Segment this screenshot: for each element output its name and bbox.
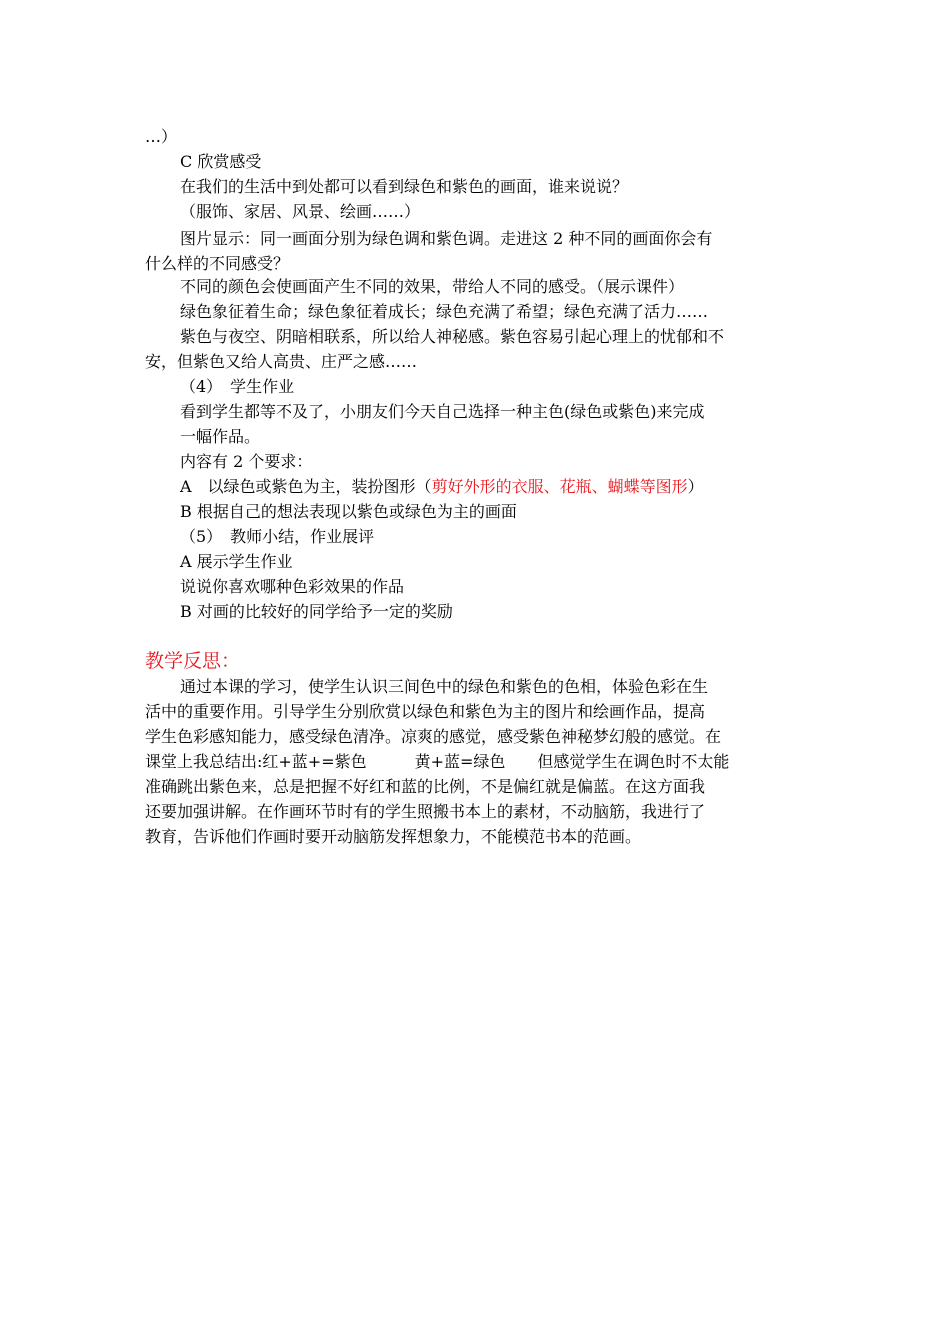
reflection-line: 通过本课的学习，使学生认识三间色中的绿色和紫色的色相，体验色彩在生 — [180, 677, 709, 696]
text-line: 什么样的不同感受？ — [145, 254, 290, 273]
text-line: 不同的颜色会使画面产生不同的效果，带给人不同的感受。（展示课件） — [180, 277, 685, 296]
text-line: 绿色象征着生命；绿色象征着成长；绿色充满了希望；绿色充满了活力…… — [180, 302, 709, 321]
reflection-line: 学生色彩感知能力，感受绿色清净。凉爽的感觉，感受紫色神秘梦幻般的感觉。在 — [145, 727, 722, 746]
text-line: 看到学生都等不及了，小朋友们今天自己选择一种主色(绿色或紫色)来完成 — [180, 402, 705, 421]
text-line: A 展示学生作业 — [180, 552, 293, 571]
text-line: 图片显示：同一画面分别为绿色调和紫色调。走进这 2 种不同的画面你会有 — [180, 229, 713, 248]
reflection-line: 还要加强讲解。在作画环节时有的学生照搬书本上的素材，不动脑筋，我进行了 — [145, 802, 706, 821]
section-title-homework: （4） 学生作业 — [180, 377, 295, 396]
text-line: 紫色与夜空、阴暗相联系，所以给人神秘感。紫色容易引起心理上的忧郁和不 — [180, 327, 725, 346]
section-title-appreciation: C 欣赏感受 — [180, 152, 262, 171]
requirement-b: B 根据自己的想法表现以紫色或绿色为主的画面 — [180, 502, 517, 521]
text-line: 说说你喜欢哪种色彩效果的作品 — [180, 577, 405, 596]
reflection-line: 课堂上我总结出:红+蓝+=紫色 黄+蓝=绿色 但感觉学生在调色时不太能 — [145, 752, 730, 771]
requirement-a — [180, 474, 704, 499]
text-line: 内容有 2 个要求： — [180, 452, 313, 471]
requirement-a-suffix: ） — [687, 477, 704, 496]
reflection-line: 准确跳出紫色来，总是把握不好红和蓝的比例，不是偏红就是偏蓝。在这方面我 — [145, 777, 706, 796]
text-line: …） — [145, 127, 178, 146]
text-line: 一幅作品。 — [180, 427, 261, 446]
text-line: B 对画的比较好的同学给予一定的奖励 — [180, 602, 453, 621]
text-line: 在我们的生活中到处都可以看到绿色和紫色的画面，谁来说说？ — [180, 177, 629, 196]
reflection-heading: 教学反思： — [145, 650, 241, 672]
text-line: （服饰、家居、风景、绘画……） — [180, 202, 421, 221]
section-title-summary: （5） 教师小结，作业展评 — [180, 527, 375, 546]
reflection-line: 教育，告诉他们作画时要开动脑筋发挥想象力，不能模范书本的范画。 — [145, 827, 642, 846]
requirement-a-highlight: 剪好外形的衣服、花瓶、蝴蝶等图形 — [431, 477, 688, 496]
requirement-a-prefix: A 以绿色或紫色为主，装扮图形（ — [180, 477, 432, 496]
text-line: 安，但紫色又给人高贵、庄严之感…… — [145, 352, 418, 371]
reflection-line: 活中的重要作用。引导学生分别欣赏以绿色和紫色为主的图片和绘画作品，提高 — [145, 702, 706, 721]
